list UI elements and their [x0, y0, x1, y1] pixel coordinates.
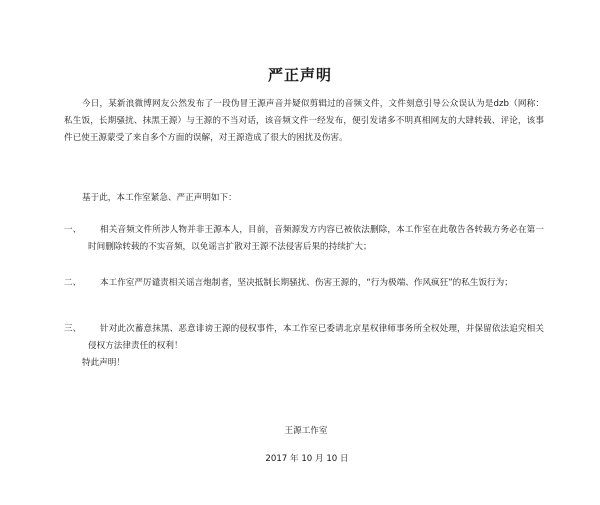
- item-number: 三、: [64, 324, 82, 334]
- intro-paragraph: 今日，某新浪微博网友公然发布了一段伪冒王源声音并疑似剪辑过的音频文件，文件刻意引导公众误认为是dzb（网称：私生饭，长期骚扰、抹黑王源）与王源的不当对话，该音频文件一经发布，便引发诸多不明真相网友的大肆转载、评论，该事件已使王源蒙受了来自多个方面的误解，对王源造成了很大的困扰及伤害。: [64, 99, 544, 144]
- statement-item-2: [64, 275, 544, 292]
- signature-date: 2017 年 10 月 10 日: [265, 454, 349, 464]
- item-text: 针对此次蓄意抹黑、恶意诽谤王源的侵权事件，本工作室已委请北京星权律师事务所全权处理，并保留依法追究相关侵权方法律责任的权利！: [88, 324, 544, 352]
- statement-lead: 基于此，本工作室紧急、严正声明如下：: [82, 193, 237, 203]
- document-title: 严正声明: [267, 66, 332, 84]
- item-text: 本工作室严厉谴责相关谣言炮制者，坚决抵制长期骚扰、伤害王源的，“行为极端、作风疯狂”的私生饭行为；: [100, 278, 513, 288]
- statement-item-1: [64, 222, 544, 256]
- item-number: 一、: [64, 225, 82, 235]
- statement-item-3: [64, 321, 544, 355]
- signature-organization: 王源工作室: [284, 426, 328, 436]
- item-number: 二、: [64, 278, 82, 288]
- closing-line: 特此声明！: [82, 358, 125, 368]
- item-text: 相关音频文件所涉人物并非王源本人，目前，音频源发方内容已被依法删除，本工作室在此敬告各转载方务必在第一时间删除转载的不实音频，以免谣言扩散对王源不法侵害后果的持续扩大；: [88, 225, 544, 253]
